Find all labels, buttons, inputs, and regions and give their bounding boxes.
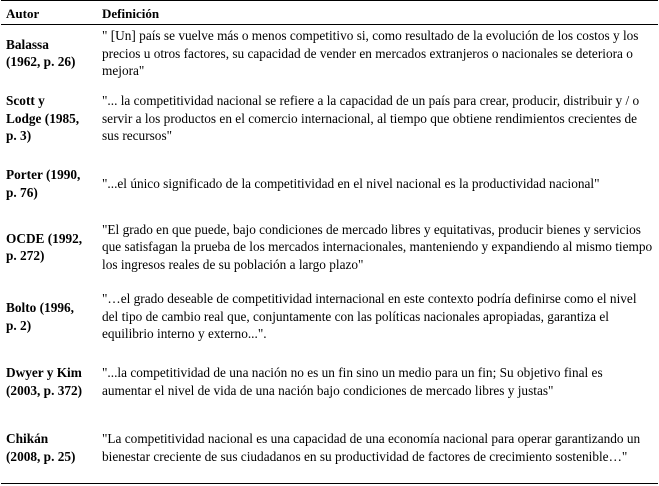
author-line: OCDE (1992, (6, 230, 83, 246)
author-line: Lodge (1985, (6, 110, 80, 126)
author-line: Chikán (6, 431, 49, 447)
table-row (1, 156, 658, 212)
definition-cell (97, 283, 658, 351)
table-row (1, 212, 658, 283)
author-line: p. 272) (6, 248, 45, 263)
definition-cell (97, 212, 658, 283)
definition-text: "La competitividad nacional es una capacidad de una economía nacional para operar garantizando un bienestar creciente de sus ciudadanos en su productividad de factores de crecimiento sostenible…" (102, 431, 641, 464)
author-line: Dwyer y Kim (6, 365, 82, 380)
header-definition: Definición (97, 1, 658, 25)
author-line: p. 76) (6, 184, 38, 200)
author-line: (2008, p. 25) (6, 448, 76, 464)
definition-cell (97, 156, 658, 212)
author-cell (1, 25, 97, 82)
author-cell (1, 351, 97, 413)
definition-text: "... la competitividad nacional se refiere a la capacidad de un país para crear, producir, distribuir y / o servir a los productos en el comercio internacional, al tiempo que obtiene rendimientos crecientes de sus recursos" (102, 93, 640, 144)
author-line: p. 2) (6, 317, 32, 333)
definition-text: "El grado en que puede, bajo condiciones de mercado libres y equitativas, producir bienes y servicios que satisfagan la prueba de los mercados internacionales, manteniendo y expandiendo al mismo tiempo los ingresos reales de su población a largo plazo" (102, 221, 653, 272)
definition-text: "…el grado deseable de competitividad internacional en este contexto podría definirse como el nivel del tipo de cambio real que, conjuntamente con las políticas nacionales apropiadas, garantiza el equilibrio interno y externo...". (102, 291, 637, 342)
author-cell (1, 212, 97, 283)
author-line: Scott y (6, 93, 45, 109)
definition-cell (97, 413, 658, 484)
author-line: p. 3) (6, 128, 32, 144)
author-line: Porter (1990, (6, 167, 81, 182)
definition-text: " [Un] país se vuelve más o menos competitivo si, como resultado de la evolución de los costos y los precios u otros factores, su capacidad de vender en mercados extranjeros o nacionales se deteriora o mejora" (102, 28, 639, 78)
author-line: Balassa (6, 36, 49, 52)
competitiveness-definitions-table (1, 0, 658, 484)
definition-text: "...la competitividad de una nación no es un fin sino un medio para un fin; Su objetivo final es aumentar el nivel de vida de una nación bajo condiciones de mercado libres y justas" (102, 365, 603, 398)
author-line: Bolto (1996, (6, 300, 74, 315)
definition-cell (97, 25, 658, 82)
header-author: Autor (1, 1, 97, 25)
author-cell (1, 156, 97, 212)
author-cell (1, 283, 97, 351)
definition-cell (97, 82, 658, 156)
author-cell (1, 413, 97, 484)
definition-text: "...el único significado de la competitividad en el nivel nacional es la productividad nacional" (102, 175, 600, 191)
table-row (1, 351, 658, 413)
author-cell (1, 82, 97, 156)
table-row (1, 413, 658, 484)
definition-cell (97, 351, 658, 413)
table-row (1, 283, 658, 351)
table-header-row (1, 1, 658, 25)
author-line: (1962, p. 26) (6, 54, 76, 70)
table-row (1, 82, 658, 156)
table-row (1, 25, 658, 82)
author-line: (2003, p. 372) (6, 382, 83, 398)
